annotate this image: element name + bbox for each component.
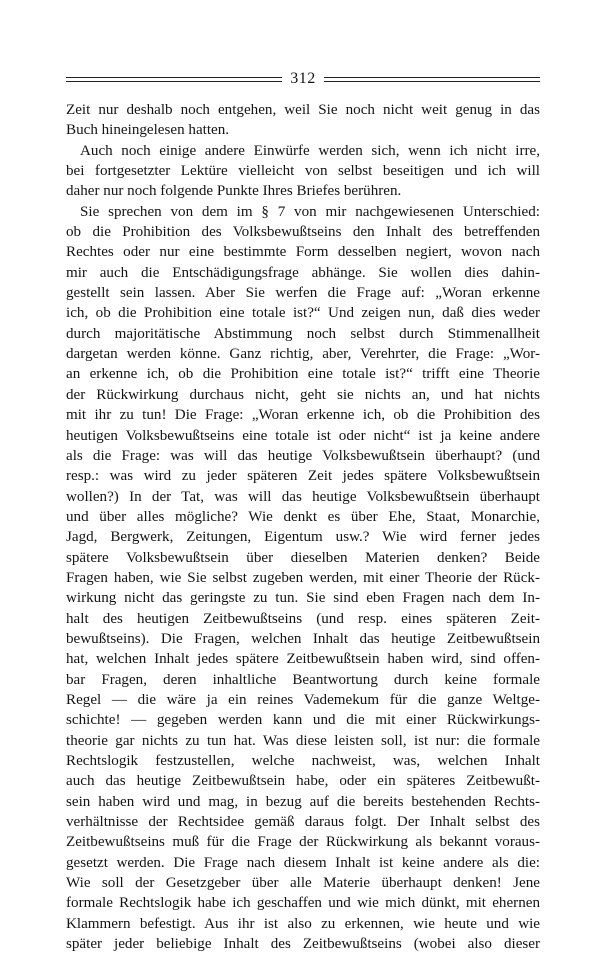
text-line: der Rückwirkung durchaus nicht, geht sie nichts an, und hat nichts bbox=[66, 386, 540, 403]
text-line: mit ihr zu tun! Die Frage: „Woran erkenne ich, ob die Prohibition des bbox=[66, 407, 540, 424]
text-line: wirkung nicht das geringste zu tun. Sie sind eben Fragen nach dem In- bbox=[66, 590, 540, 607]
text-line: später jeder beliebige Inhalt des Zeitbewußtseins (wobei also dieser bbox=[66, 936, 540, 953]
text-line: durch majoritätische Abstimmung noch selbst durch Stimmenallheit bbox=[66, 325, 540, 342]
text-line: gesetzt werden. Die Frage nach diesem Inhalt ist keine andere als die: bbox=[66, 854, 540, 871]
text-line: gestellt sein lassen. Aber Sie werfen die Frage auf: „Woran erkenne bbox=[66, 285, 540, 302]
text-line: mir auch die Entschädigungsfrage abhänge. Sie wollen dies dahin- bbox=[66, 264, 540, 281]
page-number: 312 bbox=[290, 70, 316, 87]
text-line: auch das heutige Zeitbewußtsein habe, oder ein späteres Zeitbewußt- bbox=[66, 773, 540, 790]
text-line: wollen?) In der Tat, was will das heutige Volksbewußtsein überhaupt bbox=[66, 488, 540, 505]
text-line: als die Frage: was will das heutige Volksbewußtsein überhaupt? (und bbox=[66, 447, 540, 464]
text-line: Wie soll der Gesetzgeber über alle Materie überhaupt denken! Jene bbox=[66, 875, 540, 892]
text-line: ob die Prohibition des Volksbewußtseins den Inhalt des betreffenden bbox=[66, 224, 540, 241]
text-line: theorie gar nichts zu tun hat. Was diese leisten soll, ist nur: die formale bbox=[66, 732, 540, 749]
text-line: Rechtslogik festzustellen, welche nachweist, was, welchen Inhalt bbox=[66, 753, 540, 769]
text-line: ich, ob die Prohibition eine totale ist?“ Und zeigen nun, daß dies weder bbox=[66, 305, 540, 322]
text-line: Zeitbewußtseins muß für die Frage der Rückwirkung als bekannt voraus- bbox=[66, 834, 540, 851]
text-line: bar Fragen, deren inhaltliche Beantwortung durch keine formale bbox=[66, 671, 540, 688]
body-text bbox=[66, 100, 540, 954]
text-line: und über alles mögliche? Wie denkt es über Ehe, Staat, Monarchie, bbox=[66, 508, 540, 525]
text-line: Rechtes oder nur eine bestimmte Form desselben negiert, wovon nach bbox=[66, 244, 540, 261]
text-line: Auch noch einige andere Einwürfe werden sich, wenn ich nicht irre, bbox=[80, 142, 540, 159]
text-line: an erkenne ich, ob die Prohibition eine totale ist?“ trifft eine Theorie bbox=[66, 366, 540, 383]
text-line: Fragen haben, wie Sie selbst zugeben werden, mit einer Theorie der Rück- bbox=[66, 569, 540, 586]
text-line: bewußtseins). Die Fragen, welchen Inhalt das heutige Zeitbewußtsein bbox=[66, 630, 540, 647]
text-line: heutigen Volksbewußtseins eine totale ist oder nicht“ ist ja keine andere bbox=[66, 427, 540, 444]
text-line: Jagd, Bergwerk, Zeitungen, Eigentum usw.? Wie wird ferner jedes bbox=[66, 529, 540, 546]
header-rule-left bbox=[66, 77, 282, 82]
text-line: formale Rechtslogik habe ich geschaffen und wie mich dünkt, mit ehernen bbox=[66, 895, 540, 912]
text-line: resp.: was wird zu jeder späteren Zeit jedes spätere Volksbewußtsein bbox=[66, 468, 540, 485]
running-header bbox=[66, 68, 540, 90]
text-line: Buch hineingelesen hatten. bbox=[66, 122, 230, 139]
text-line: Zeit nur deshalb noch entgehen, weil Sie noch nicht weit genug in das bbox=[66, 102, 540, 118]
text-line: spätere Volksbewußtsein über dieselben Materien denken? Beide bbox=[66, 549, 540, 566]
text-line: Sie sprechen von dem im § 7 von mir nachgewiesenen Unterschied: bbox=[80, 203, 540, 220]
text-line: Klammern befestigt. Aus ihr ist also zu erkennen, wie heute und wie bbox=[66, 915, 540, 932]
text-line: bei fortgesetzter Lektüre vielleicht von selbst beseitigen und ich will bbox=[66, 163, 540, 180]
text-line: sein haben wird und mag, in bezug auf die bereits bestehenden Rechts- bbox=[66, 793, 540, 810]
text-line: schichte! — gegeben werden kann und die mit einer Rückwirkungs- bbox=[66, 712, 540, 729]
text-line: verhältnisse der Rechtsidee gemäß daraus folgt. Der Inhalt selbst des bbox=[66, 814, 540, 831]
text-line: hat, welchen Inhalt jedes spätere Zeitbewußtsein haben wird, sind offen- bbox=[66, 651, 540, 668]
text-line: Regel — die wäre ja ein reines Vademekum für die ganze Weltge- bbox=[66, 691, 540, 708]
text-line: dargetan werden könne. Ganz richtig, aber, Verehrter, die Frage: „Wor- bbox=[66, 346, 540, 363]
text-line: halt des heutigen Zeitbewußtseins (und resp. eines späteren Zeit- bbox=[66, 610, 540, 627]
text-line: daher nur noch folgende Punkte Ihres Briefes berühren. bbox=[66, 183, 402, 200]
header-rule-right bbox=[324, 77, 540, 82]
